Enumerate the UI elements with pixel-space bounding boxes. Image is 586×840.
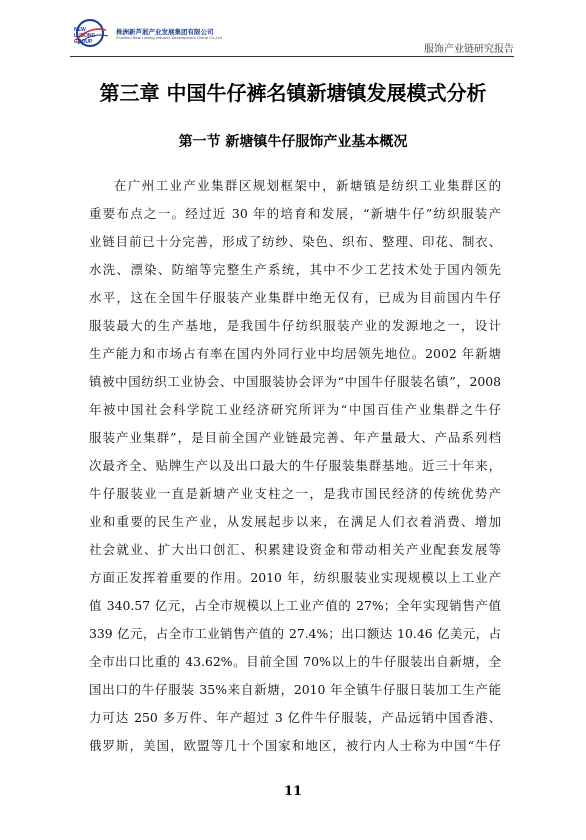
logo-text-lusong: LUSONG [74,33,96,39]
company-name: 株洲新芦淞产业发展集团有限公司 [116,28,214,36]
page-number: 11 [283,784,303,799]
body-line: 次最齐全、贴牌生产以及出口最大的牛仔服装集群基地。近三十年来， [89,458,501,473]
body-line: 社会就业、扩大出口创汇、积累建设资金和带动相关产业配套发展等 [89,542,501,557]
body-line: 业链目前已十分完善，形成了纺纱、染色、织布、整理、印花、制衣、 [89,234,501,249]
body-line: 水洗、漂染、防缩等完整生产系统，其中不少工艺技术处于国内领先 [89,262,501,277]
logo-text-group: GROUP [74,39,93,45]
body-line: 在广州工业产业集群区规划框架中，新塘镇是纺织工业集群区的 [114,178,501,193]
body-line: 服装最大的生产基地，是我国牛仔纺织服装产业的发源地之一，设计 [89,318,501,333]
body-line: 水平，这在全国牛仔服装产业集群中绝无仅有，已成为目前国内牛仔 [89,290,501,305]
body-line: 牛仔服装业一直是新塘产业支柱之一，是我市国民经济的传统优势产 [89,486,501,501]
body-line: 业和重要的民生产业，从发展起步以来，在满足人们衣着消费、增加 [89,514,501,529]
body-line: 年被中国社会科学院工业经济研究所评为“中国百佳产业集群之牛仔 [89,402,501,417]
body-line: 国出口的牛仔服装 35%来自新塘，2010 年全镇牛仔服日装加工生产能 [89,682,501,697]
page-header [70,18,514,54]
body-line: 重要布点之一。经过近 30 年的培育和发展，“新塘牛仔”纺织服装产 [89,206,501,221]
body-line: 俄罗斯，美国，欧盟等几十个国家和地区，被行内人士称为中国“牛仔 [89,738,501,753]
body-line: 服装产业集群”，是目前全国产业链最完善、年产量最大、产品系列档 [89,430,501,445]
section-title: 第一节 新塘镇牛仔服饰产业基本概况 [178,134,408,150]
body-line: 方面正发挥着重要的作用。2010 年，纺织服装业实现规模以上工业产 [89,570,501,585]
body-paragraph [89,172,501,760]
body-line: 力可达 250 多万件、年产超过 3 亿件牛仔服装，产品远销中国香港、 [89,710,501,725]
body-line: 镇被中国纺织工业协会、中国服装协会评为“中国牛仔服装名镇”，2008 [89,374,501,389]
body-line: 值 340.57 亿元，占全市规模以上工业产值的 27%；全年实现销售产值 [89,598,501,613]
chapter-title: 第三章 中国牛仔裤名镇新塘镇发展模式分析 [99,81,487,105]
company-name-en: Zhuzhou New Lusong Industry Development Group Co.,Ltd [116,36,222,40]
body-line: 生产能力和市场占有率在国内外同行业中均居领先地位。2002 年新塘 [89,346,501,361]
report-title: 服饰产业链研究报告 [424,44,514,55]
logo-text-new: NEW [74,27,86,33]
body-line: 全市出口比重的 43.62%。目前全国 70%以上的牛仔服装出自新塘，全 [89,654,501,669]
body-line: 339 亿元，占全市工业销售产值的 27.4%；出口额达 10.46 亿美元，占 [89,626,501,641]
header-divider [70,56,514,57]
company-logo-icon [70,18,114,50]
